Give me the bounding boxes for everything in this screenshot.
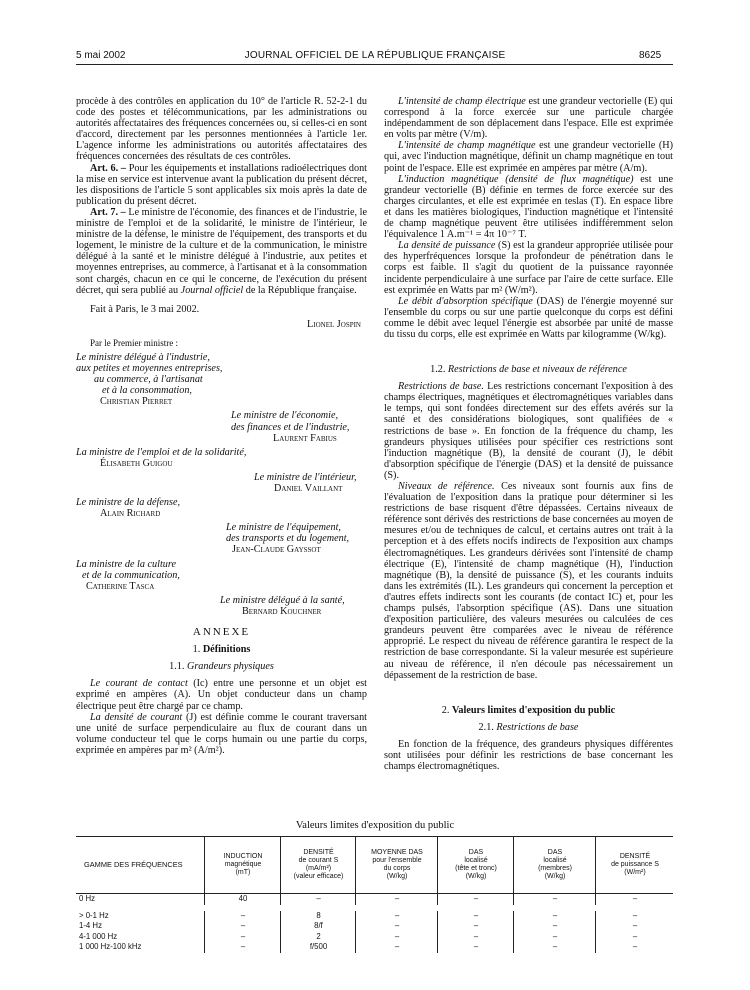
table-cell: – <box>204 942 281 953</box>
table-cell: – <box>595 921 674 932</box>
term: Le courant de contact <box>90 678 188 690</box>
table-cell: – <box>513 932 596 943</box>
header-rule <box>76 64 673 65</box>
signatory-name: Daniel Vaillant <box>274 483 343 494</box>
subsection-1-1-heading <box>76 661 367 672</box>
table-cell: 8 <box>280 911 356 922</box>
table-cell: – <box>595 932 674 943</box>
subsection-number: 1.2. <box>430 364 448 376</box>
signature-block-fabius <box>76 410 367 443</box>
table-row <box>76 932 673 943</box>
section-title: Valeurs limites d'exposition du public <box>451 704 616 716</box>
signature-block-vaillant <box>76 472 367 494</box>
header-page-number: 8625 <box>639 50 662 61</box>
table-cell: – <box>595 894 674 905</box>
subsection-number: 2.1. <box>478 721 497 733</box>
table-cell: 40 <box>204 894 281 905</box>
definition: (J) est définie comme le courant traversant une unité de surface perpendiculaire au flux de courant dans un volume conducteur tel que le corps humain ou une partie du corps, exprimée en ampères par m² (A/m²). <box>76 711 367 756</box>
table-row <box>76 894 673 911</box>
subsection-number: 1.1. <box>169 661 187 673</box>
table-cell: – <box>355 942 438 953</box>
table-cell: – <box>513 894 596 905</box>
signatory-name: Bernard Kouchner <box>242 605 322 617</box>
definition: est une grandeur vectorielle (E) qui correspond à la force exercée sur une particule chargée indépendamment de son déplacement dans l'espace. Elle est exprimée en volts par mètre (V/m). <box>384 96 673 141</box>
term: La densité de puissance <box>398 240 496 252</box>
term: Le débit d'absorption spécifique <box>398 295 533 307</box>
signature-title-line: Le ministre délégué à la santé, <box>220 594 345 606</box>
fait-a-paris: Fait à Paris, le 3 mai 2002. <box>90 303 200 315</box>
paragraph-niveaux-reference <box>384 481 673 681</box>
section-number: 2. <box>441 704 452 716</box>
signature-title-line: aux petites et moyennes entreprises, <box>76 363 223 375</box>
term: Restrictions de base. <box>398 381 484 393</box>
exposure-limits-table <box>76 836 673 953</box>
paragraph-densite-courant <box>76 712 367 756</box>
signature-block-pierret <box>76 352 367 407</box>
table-cell: – <box>595 942 674 953</box>
definition: Ces niveaux sont fournis aux fins de l'évaluation de l'exposition dans la pratique pour déterminer si les restrictions de base risquent d'être dépassées. Certains niveaux de référence sont dérivés des restrictions de base concernées au moyen de mesures et/ou de techniques de calcul, et certains autres ont trait à la perception et à des effets nocifs indirects de l'exposition aux champs électromagnétiques. Les grandeurs dérivées sont l'intensité de champ électrique (E), l'intensité de champ magnétique (H), l'induction magnétique (B), la densité de puissance (S), et les courants induits dans les extrémités (IL). Les grandeurs qui concernent la perception et d'autres effets indirects sont les courants (de contact IC) et, pour les champs pulsés, l'absorption spécifique (AS). Dans une situation d'exposition particulière, des valeurs mesurées ou calculées de ces grandeurs peuvent être comparées avec le niveau de référence approprié. Le respect du niveau de référence garantira le respect de la restriction de base correspondante. Si la valeur mesurée est supérieure au niveau de référence, il n'en découle pas nécessairement un dépassement de la restriction de base. <box>384 481 674 681</box>
par-le-premier-ministre: Par le Premier ministre : <box>90 337 178 348</box>
table-header-cell: GAMME DES FRÉQUENCES <box>84 860 183 870</box>
section-title: Définitions <box>202 644 251 656</box>
article-7-journal: Journal officiel <box>180 284 244 296</box>
signature-title-line: Le ministre de la défense, <box>76 497 181 509</box>
annexe-heading: ANNEXE <box>192 626 251 639</box>
term: L'intensité de champ électrique <box>398 96 526 107</box>
table-cell: 8/f <box>280 921 356 932</box>
table-cell: – <box>204 911 281 922</box>
spacer <box>384 340 673 358</box>
signature-title-line: Le ministre délégué à l'industrie, <box>76 351 210 363</box>
signature-title-line: des finances et de l'industrie, <box>231 421 350 433</box>
term: L'intensité de champ magnétique <box>398 140 536 152</box>
article-6-label: Art. 6. – <box>90 162 127 174</box>
table-cell: – <box>513 911 596 922</box>
article-7-text: Le ministre de l'économie, des finances et de l'industrie, le ministre de l'emploi et de la solidarité, le ministre de l'intérieur, le ministre de la défense, le ministre de l'équipement, des transports et du logement, le ministre de la culture et de la communication, le ministre délégué à la santé et le ministre délégué à l'industrie, aux petites et moyennes entreprises, au commerce, à l'artisanat et à la consommation sont chargés, chacun en ce qui le concerne, de l'exécution du présent décret, qui sera publié au <box>76 206 367 296</box>
table-cell: – <box>355 911 438 922</box>
table-cell: – <box>437 894 514 905</box>
subsection-title: Restrictions de base <box>496 721 579 733</box>
table-body <box>76 894 673 953</box>
frequency-range-cell: 1 000 Hz-100 kHz <box>79 942 142 952</box>
table-header-row <box>76 836 673 894</box>
signature-block-kouchner <box>76 595 367 617</box>
table-cell: – <box>437 942 514 953</box>
definition: (Ic) entre une personne et un objet est exprimé en ampères (A). Un objet conducteur dans un champ électrique peut être chargé par ce champ. <box>76 678 367 712</box>
paragraph-densite-puissance <box>384 240 673 295</box>
frequency-range-cell: > 0-1 Hz <box>79 910 109 920</box>
header-journal-title: JOURNAL OFFICIEL DE LA RÉPUBLIQUE FRANÇAISE <box>244 50 506 61</box>
subsection-2-1-heading <box>384 722 673 733</box>
subsection-1-2-heading <box>384 364 673 375</box>
section-2-heading <box>384 705 673 716</box>
paragraph-champ-electrique <box>384 96 673 140</box>
article-6-text: Pour les équipements et installations radioélectriques dont la mise en service est intervenue avant la publication du présent décret, les dispositions de l'article 5 sont applicables six mois après la date de publication du présent décret. <box>76 162 367 207</box>
section-1-heading <box>76 644 367 655</box>
table-cell: – <box>437 911 514 922</box>
definition: (DAS) de l'énergie moyenné sur l'ensemble du corps ou sur une partie quelconque du corps est défini comme le débit avec lequel l'énergie est absorbée par unité de masse du tissu du corps, elle est exprimée en Watts par kilogramme (W/kg). <box>384 295 673 340</box>
article-7 <box>76 207 367 296</box>
definition: est une grandeur vectorielle (B) définie en termes de force exercée sur des charges circulantes, et elle est exprimée en teslas (T). En espace libre et dans les matières biologiques, l'induction magnétique et l'intensité de champ magnétique peuvent être utilisées indifféremment selon l'équivalence 1 A.m⁻¹ = 4π 10⁻⁷ T. <box>384 173 673 241</box>
signatory-name: Christian Pierret <box>100 396 173 408</box>
table-cell: – <box>437 932 514 943</box>
table-row <box>76 911 673 922</box>
signatory-name: Laurent Fabius <box>273 432 337 444</box>
signature-title-line: La ministre de la culture <box>76 558 176 570</box>
signature-title-line: au commerce, à l'artisanat <box>94 374 203 386</box>
signature-title-line: Le ministre de l'intérieur, <box>254 471 357 483</box>
paragraph-courant-contact <box>76 678 367 711</box>
subsection-title: Grandeurs physiques <box>186 661 274 673</box>
signature-block-gayssot <box>76 522 367 555</box>
page-header <box>0 50 750 64</box>
signature-title-line: et de la communication, <box>82 569 180 581</box>
signatory-name: Élisabeth Guigou <box>100 457 173 469</box>
signature-title-line: et à la consommation, <box>102 385 192 397</box>
table-cell: – <box>204 921 281 932</box>
signature-title-line: Le ministre de l'économie, <box>231 410 339 422</box>
continued-paragraph: procède à des contrôles en application du 10° de l'article R. 52-2-1 du code des postes et télécommunications, par les administrations ou autorités affectataires des fréquences concernées ou, si celles-ci en sont d'accord, directement par les personnes mentionnées à l'article 1er. L'agence informe les administrations ou autorités affectataires des fréquences concernées des résultats de ces contrôles. <box>76 96 367 163</box>
table-cell: – <box>513 921 596 932</box>
signature-title-line: La ministre de l'emploi et de la solidarité, <box>76 446 247 458</box>
article-7-label: Art. 7. – <box>90 206 126 218</box>
table-header-cell: DAS localisé (tête et tronc) (W/kg) <box>437 837 514 893</box>
table-row <box>76 921 673 932</box>
signature-title-line: Le ministre de l'équipement, <box>226 522 341 534</box>
table-header-cell: DENSITÉ de courant S (mA/m²) (valeur efficace) <box>280 837 356 893</box>
table-cell: 2 <box>280 932 356 943</box>
term: Niveaux de référence. <box>398 481 495 492</box>
term: La densité de courant <box>90 711 183 723</box>
left-column <box>76 96 367 756</box>
paragraph-das <box>384 296 673 340</box>
definition: (S) est la grandeur appropriée utilisée pour des hyperfréquences lorsque la profondeur de pénétration dans le corps est faible. Il s'agit du quotient de la puissance rayonnée incidente perpendiculaire à une surface par l'aire de cette surface. Elle est exprimée en Watts par m² (W/m²). <box>384 240 673 296</box>
header-date: 5 mai 2002 <box>76 50 126 61</box>
frequency-range-cell: 1-4 Hz <box>79 921 102 931</box>
table-cell: – <box>595 911 674 922</box>
signatory-name: Jean-Claude Gayssot <box>232 544 321 556</box>
table-cell: f/500 <box>280 942 356 953</box>
frequency-range-cell: 0 Hz <box>79 894 96 903</box>
table-cell: – <box>355 921 438 932</box>
table-header-cell: INDUCTION magnétique (mT) <box>204 837 281 893</box>
table-cell: – <box>355 894 438 905</box>
spacer <box>384 681 673 699</box>
signatory-name: Catherine Tasca <box>86 580 155 592</box>
paragraph-induction-magnetique <box>384 174 673 241</box>
table-cell: – <box>280 894 356 905</box>
table-header-cell: DENSITÉ de puissance S (W/m²) <box>595 837 674 893</box>
paragraph-fonction-frequence: En fonction de la fréquence, des grandeurs physiques différentes sont utilisées pour définir les restrictions de base concernant les champs électromagnétiques. <box>384 738 673 773</box>
term: L'induction magnétique (densité de flux magnétique) <box>398 173 634 185</box>
signature-title-line: des transports et du logement, <box>226 533 350 545</box>
article-6 <box>76 163 367 207</box>
paragraph-champ-magnetique <box>384 140 673 173</box>
table-cell: – <box>355 932 438 943</box>
table-cell: – <box>437 921 514 932</box>
definition: Les restrictions concernant l'exposition à des champs électriques, magnétiques et électromagnétiques variables dans le temps, qui sont fondées directement sur des effets avérés sur la santé et des considérations biologiques, sont qualifiées de « restrictions de base ». En fonction de la fréquence du champ, les grandeurs physiques utilisées pour spécifier ces restrictions sont l'induction magnétique (B), la densité de courant (J), le débit d'absorption spécifique de l'énergie (DAS) et la densité de puissance (S). <box>384 381 674 481</box>
subsection-title: Restrictions de base et niveaux de référence <box>447 364 627 376</box>
signature-block-guigou <box>76 447 367 469</box>
right-column <box>384 96 673 772</box>
table-cell: – <box>204 932 281 943</box>
paragraph-restrictions-base <box>384 381 673 481</box>
table-cell: – <box>513 942 596 953</box>
signatory-name: Alain Richard <box>100 508 161 520</box>
table-caption: Valeurs limites d'exposition du public <box>295 820 455 831</box>
table-header-cell: MOYENNE DAS pour l'ensemble du corps (W/kg) <box>355 837 438 893</box>
frequency-range-cell: 4-1 000 Hz <box>79 931 118 941</box>
table-row <box>76 942 673 953</box>
signature-block-richard <box>76 497 367 519</box>
section-number: 1. <box>192 644 203 656</box>
signature-block-tasca <box>76 559 367 592</box>
signature-jospin: Lionel Jospin <box>307 318 361 330</box>
table-header-cell: DAS localisé (membres) (W/kg) <box>513 837 596 893</box>
definition: est une grandeur vectorielle (H) qui, avec l'induction magnétique, définit un champ magnétique en tout point de l'espace. Elle est exprimée en ampères par mètre (A/m). <box>384 140 673 174</box>
article-7-end: de la République française. <box>243 284 357 296</box>
